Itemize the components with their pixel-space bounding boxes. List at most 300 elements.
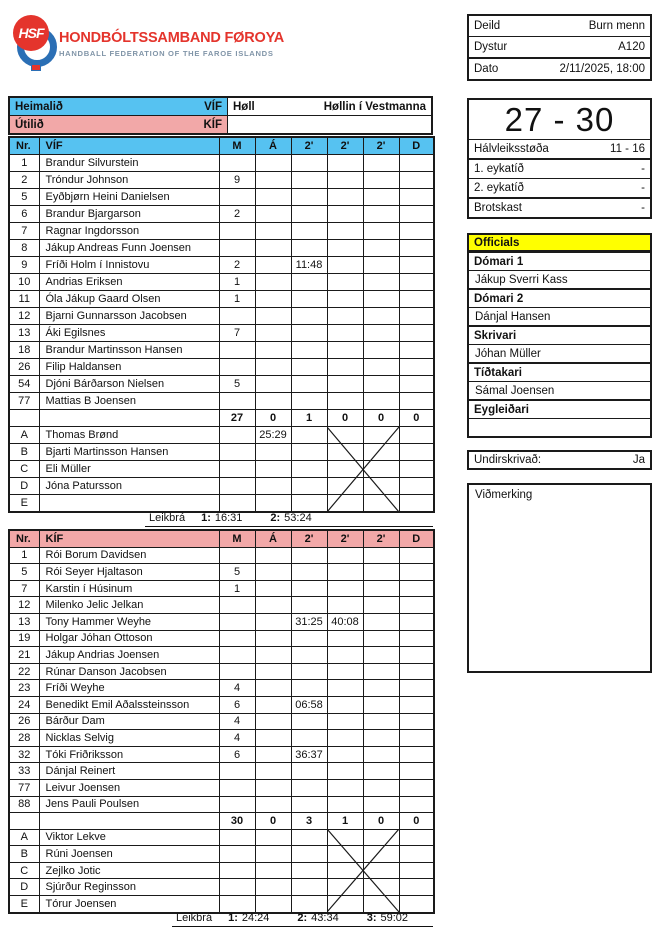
cell <box>255 342 291 359</box>
table-row <box>9 730 434 747</box>
cell <box>399 613 434 630</box>
cell <box>399 240 434 257</box>
leikbra-t: 16:31 <box>214 512 243 524</box>
team-header-table <box>8 96 433 135</box>
cell <box>399 680 434 697</box>
cell <box>291 274 327 291</box>
cell <box>363 779 399 796</box>
leikbra-t: 43:34 <box>311 912 339 924</box>
col-team: KÍF <box>39 530 219 547</box>
cell <box>363 257 399 274</box>
cell <box>255 846 291 863</box>
table-row <box>9 172 434 189</box>
cell <box>399 730 434 747</box>
cell <box>363 547 399 564</box>
cell <box>291 829 327 846</box>
cell: 28 <box>9 730 39 747</box>
official-name: Eli Müller <box>39 461 219 478</box>
official-entry <box>469 399 650 436</box>
cell <box>399 746 434 763</box>
cell <box>399 206 434 223</box>
cell <box>255 564 291 581</box>
player-name: Andrias Eriksen <box>39 274 219 291</box>
away-team-row <box>10 115 431 133</box>
cell <box>219 896 255 913</box>
cell <box>219 630 255 647</box>
cell <box>399 308 434 325</box>
cell <box>219 796 255 813</box>
cell <box>291 597 327 614</box>
cell: E <box>9 495 39 513</box>
cell <box>291 155 327 172</box>
cell <box>291 713 327 730</box>
logo-badge <box>32 65 40 70</box>
cell <box>255 291 291 308</box>
cell: 1 <box>219 274 255 291</box>
cell <box>219 342 255 359</box>
cell <box>399 846 434 863</box>
cell <box>291 763 327 780</box>
cell <box>363 796 399 813</box>
official-name: Zejlko Jotic <box>39 862 219 879</box>
cell <box>363 240 399 257</box>
cell <box>219 444 255 461</box>
cell <box>9 410 39 427</box>
cell: 6 <box>219 696 255 713</box>
total-2min-3: 0 <box>363 410 399 427</box>
cell <box>255 547 291 564</box>
col-m: M <box>219 137 255 155</box>
cell: 33 <box>9 763 39 780</box>
cell <box>399 547 434 564</box>
total-m: 27 <box>219 410 255 427</box>
officials-panel <box>467 233 652 438</box>
total-2min-2: 1 <box>327 813 363 830</box>
cell <box>327 325 363 342</box>
cell <box>291 478 327 495</box>
cell <box>327 630 363 647</box>
table-row <box>9 308 434 325</box>
cell <box>399 829 434 846</box>
cell: 2 <box>219 206 255 223</box>
official-name: Rúni Joensen <box>39 846 219 863</box>
cell <box>327 580 363 597</box>
cell <box>363 359 399 376</box>
cell <box>255 713 291 730</box>
cell <box>255 478 291 495</box>
cell <box>327 713 363 730</box>
table-row <box>9 779 434 796</box>
signature-label: Undirskrivað: <box>474 454 542 466</box>
halftime-row <box>469 140 650 158</box>
cell <box>255 680 291 697</box>
leikbra-label: Leikbrá <box>176 912 213 924</box>
cell: 22 <box>9 663 39 680</box>
penalty-row <box>469 197 650 217</box>
cell <box>255 444 291 461</box>
cell <box>255 495 291 513</box>
col-nr: Nr. <box>9 137 39 155</box>
cell <box>291 680 327 697</box>
cell <box>363 696 399 713</box>
cell: 12 <box>9 308 39 325</box>
table-row <box>9 613 434 630</box>
roster-header-row <box>9 530 434 547</box>
cell <box>399 393 434 410</box>
cell: 88 <box>9 796 39 813</box>
totals-row <box>9 410 434 427</box>
match-info-table <box>467 14 652 81</box>
cell <box>291 564 327 581</box>
cell: 9 <box>219 172 255 189</box>
cell <box>219 461 255 478</box>
cell <box>255 376 291 393</box>
cell: 2 <box>9 172 39 189</box>
cell <box>219 779 255 796</box>
cell <box>255 223 291 240</box>
cell <box>327 359 363 376</box>
cell <box>255 630 291 647</box>
cell: 5 <box>219 376 255 393</box>
cell: 7 <box>9 223 39 240</box>
cell <box>219 155 255 172</box>
cell <box>327 680 363 697</box>
info-label: Deild <box>474 20 501 32</box>
leikbra-label: Leikbrá <box>149 512 186 524</box>
total-d: 0 <box>399 813 434 830</box>
cell <box>255 696 291 713</box>
player-name: Tony Hammer Weyhe <box>39 613 219 630</box>
table-row <box>9 274 434 291</box>
cell <box>219 862 255 879</box>
cell <box>327 393 363 410</box>
overtime1-row <box>469 158 650 178</box>
cell <box>219 597 255 614</box>
remarks-box <box>467 483 652 673</box>
cell: 9 <box>9 257 39 274</box>
cell <box>291 189 327 206</box>
total-2min-3: 0 <box>363 813 399 830</box>
info-label: Dato <box>474 63 499 75</box>
cell <box>255 663 291 680</box>
final-score: 27 - 30 <box>469 100 650 140</box>
cell: 32 <box>9 746 39 763</box>
cell: 77 <box>9 779 39 796</box>
away-hall-cell <box>228 116 431 133</box>
total-2min-1: 3 <box>291 813 327 830</box>
cell: 6 <box>219 746 255 763</box>
overtime2-row <box>469 178 650 197</box>
cell <box>363 746 399 763</box>
cell <box>219 240 255 257</box>
signature-box <box>467 450 652 470</box>
cell <box>255 580 291 597</box>
cell <box>399 172 434 189</box>
cell <box>219 879 255 896</box>
cell <box>363 613 399 630</box>
cell <box>363 206 399 223</box>
cell <box>327 189 363 206</box>
cell: 7 <box>9 580 39 597</box>
cell: E <box>9 896 39 913</box>
player-name: Holgar Jóhan Ottoson <box>39 630 219 647</box>
home-playtime-row <box>145 512 433 527</box>
official-name: Dánjal Hansen <box>469 307 650 325</box>
cell: C <box>9 862 39 879</box>
cell <box>291 223 327 240</box>
cell <box>219 189 255 206</box>
col-2min-3: 2' <box>363 530 399 547</box>
cell <box>399 713 434 730</box>
cell <box>291 846 327 863</box>
table-row <box>9 696 434 713</box>
cell <box>291 444 327 461</box>
official-name <box>39 495 219 513</box>
cell <box>363 308 399 325</box>
cell <box>255 393 291 410</box>
official-name: Jóhan Müller <box>469 344 650 362</box>
table-row <box>9 155 434 172</box>
cell <box>327 730 363 747</box>
cell <box>327 779 363 796</box>
cell <box>291 630 327 647</box>
cell <box>399 696 434 713</box>
official-role: Eygleiðari <box>469 399 650 418</box>
table-row <box>9 376 434 393</box>
cell <box>291 547 327 564</box>
table-row <box>9 680 434 697</box>
col-a: Á <box>255 137 291 155</box>
cell <box>363 713 399 730</box>
federation-logo <box>12 15 60 73</box>
cell <box>255 647 291 664</box>
cell <box>399 325 434 342</box>
officials-title: Officials <box>469 235 650 251</box>
cell <box>327 376 363 393</box>
cell: 19 <box>9 630 39 647</box>
cell: 11 <box>9 291 39 308</box>
cell <box>327 223 363 240</box>
leikbra-n: 2: <box>270 512 281 524</box>
cell <box>363 630 399 647</box>
table-row <box>9 240 434 257</box>
info-label: Dystur <box>474 41 508 53</box>
cell <box>219 223 255 240</box>
cell <box>363 680 399 697</box>
cell <box>219 613 255 630</box>
cell <box>363 580 399 597</box>
match-info-row <box>469 36 650 57</box>
official-name: Tórur Joensen <box>39 896 219 913</box>
cell: 11:48 <box>291 257 327 274</box>
col-2min-1: 2' <box>291 530 327 547</box>
cell <box>399 580 434 597</box>
col-m: M <box>219 530 255 547</box>
official-role: Tíðtakari <box>469 362 650 381</box>
match-info-row <box>469 57 650 79</box>
hall-label: Høll <box>233 100 255 113</box>
table-row <box>9 746 434 763</box>
cell <box>327 206 363 223</box>
cell <box>399 359 434 376</box>
cell <box>291 730 327 747</box>
col-2min-3: 2' <box>363 137 399 155</box>
cell <box>219 846 255 863</box>
cell <box>399 155 434 172</box>
cell <box>255 359 291 376</box>
cell <box>363 663 399 680</box>
player-name: Rói Borum Davidsen <box>39 547 219 564</box>
cell <box>327 257 363 274</box>
player-name: Ragnar Ingdorsson <box>39 223 219 240</box>
player-name: Tróndur Johnson <box>39 172 219 189</box>
leikbra-t: 24:24 <box>241 912 270 924</box>
cell <box>399 478 434 495</box>
cell <box>219 829 255 846</box>
official-role: Dómari 1 <box>469 251 650 270</box>
official-name: Jákup Sverri Kass <box>469 270 650 288</box>
cell <box>399 495 434 513</box>
player-name: Karstin í Húsinum <box>39 580 219 597</box>
cell <box>363 376 399 393</box>
col-a: Á <box>255 530 291 547</box>
cell: A <box>9 427 39 444</box>
cell <box>363 730 399 747</box>
official-entry <box>469 362 650 399</box>
table-row <box>9 342 434 359</box>
cell <box>219 647 255 664</box>
cell <box>363 291 399 308</box>
cell: 25:29 <box>255 427 291 444</box>
leikbra-entry <box>297 912 338 924</box>
cell <box>255 796 291 813</box>
total-a: 0 <box>255 813 291 830</box>
cell <box>291 325 327 342</box>
cell: 4 <box>219 730 255 747</box>
home-code: VÍF <box>204 100 222 113</box>
home-label: Heimalið <box>15 100 63 113</box>
table-row <box>9 796 434 813</box>
cell <box>399 444 434 461</box>
col-2min-2: 2' <box>327 530 363 547</box>
player-name: Milenko Jelic Jelkan <box>39 597 219 614</box>
table-row <box>9 763 434 780</box>
cell <box>327 796 363 813</box>
col-team: VÍF <box>39 137 219 155</box>
total-m: 30 <box>219 813 255 830</box>
cell <box>255 613 291 630</box>
cell <box>363 647 399 664</box>
cell: 1 <box>9 547 39 564</box>
table-row <box>9 630 434 647</box>
player-name: Leivur Joensen <box>39 779 219 796</box>
leikbra-entry <box>201 512 242 524</box>
cell: 4 <box>219 680 255 697</box>
cell <box>291 461 327 478</box>
cell <box>219 763 255 780</box>
cell: 54 <box>9 376 39 393</box>
away-team-cell <box>10 116 228 133</box>
player-name: Mattias B Joensen <box>39 393 219 410</box>
cell <box>327 155 363 172</box>
cell <box>291 206 327 223</box>
cell <box>39 813 219 830</box>
player-name: Filip Haldansen <box>39 359 219 376</box>
official-entry <box>469 325 650 362</box>
cell <box>255 172 291 189</box>
cell <box>327 663 363 680</box>
cell: 5 <box>9 564 39 581</box>
player-name: Fríði Holm í Innistovu <box>39 257 219 274</box>
cell: 06:58 <box>291 696 327 713</box>
player-name: Fríði Weyhe <box>39 680 219 697</box>
cell <box>363 155 399 172</box>
total-d: 0 <box>399 410 434 427</box>
cell: 5 <box>9 189 39 206</box>
home-team-row <box>10 98 431 115</box>
cell <box>39 410 219 427</box>
cell <box>327 240 363 257</box>
leikbra-t: 59:02 <box>380 912 409 924</box>
cell <box>255 829 291 846</box>
cell <box>219 495 255 513</box>
federation-subtitle: HANDBALL FEDERATION OF THE FAROE ISLANDS <box>59 49 274 58</box>
leikbra-n: 3: <box>366 912 377 924</box>
cell <box>399 779 434 796</box>
cell <box>255 189 291 206</box>
cell <box>327 291 363 308</box>
cell: 40:08 <box>327 613 363 630</box>
cell <box>399 461 434 478</box>
cell <box>291 495 327 513</box>
leikbra-n: 1: <box>228 912 238 924</box>
logo-monogram: HSF <box>13 15 49 51</box>
cell <box>399 257 434 274</box>
cell: 1 <box>219 580 255 597</box>
cell: 18 <box>9 342 39 359</box>
cell <box>327 696 363 713</box>
cell: 21 <box>9 647 39 664</box>
table-row <box>9 647 434 664</box>
cell <box>327 597 363 614</box>
cell <box>255 206 291 223</box>
cell: 36:37 <box>291 746 327 763</box>
cell: 31:25 <box>291 613 327 630</box>
cell <box>363 274 399 291</box>
col-nr: Nr. <box>9 530 39 547</box>
table-row <box>9 223 434 240</box>
cell <box>363 597 399 614</box>
cell: B <box>9 444 39 461</box>
official-name: Jóna Patursson <box>39 478 219 495</box>
cell <box>219 359 255 376</box>
cell <box>399 630 434 647</box>
table-row <box>9 359 434 376</box>
cell <box>291 291 327 308</box>
cell <box>291 879 327 896</box>
cell: 12 <box>9 597 39 614</box>
player-name: Djóni Bárðarson Nielsen <box>39 376 219 393</box>
halftime-value: 11 - 16 <box>610 143 645 155</box>
leikbra-n: 2: <box>297 912 308 924</box>
cell <box>327 308 363 325</box>
col-d: D <box>399 137 434 155</box>
cell <box>219 663 255 680</box>
official-entry <box>469 288 650 325</box>
hall-value: Høllin í Vestmanna <box>323 100 426 113</box>
cell <box>399 879 434 896</box>
cell <box>255 155 291 172</box>
